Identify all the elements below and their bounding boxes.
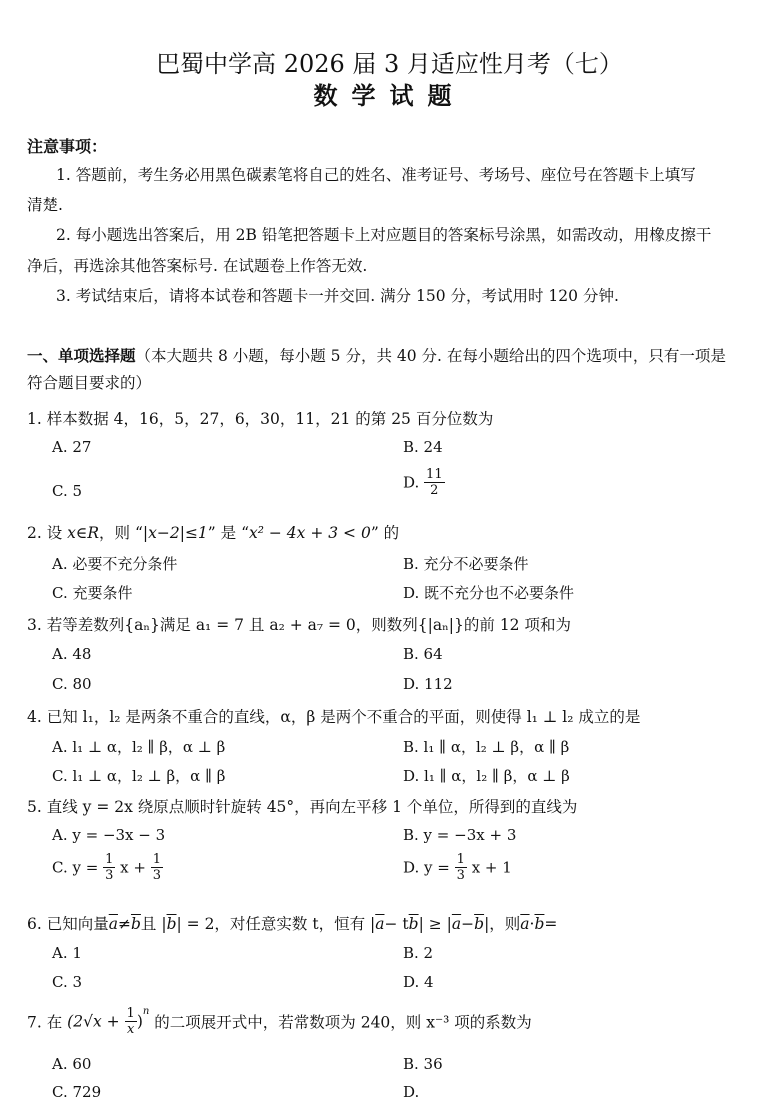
q7-option-d: D. xyxy=(403,1083,420,1101)
q4-stem: 4. 已知 l₁，l₂ 是两条不重合的直线，α，β 是两个不重合的平面，则使得 l₁ ⊥ l₂ 成立的是 xyxy=(27,708,641,726)
q5-d-num: 1 xyxy=(456,852,465,867)
q5-d-pre: D. y = xyxy=(403,858,450,877)
q1-option-a: A. 27 xyxy=(52,438,92,456)
q7-option-b: B. 36 xyxy=(403,1055,443,1073)
q6-vector-a: $\overline{a}$ xyxy=(108,915,118,933)
notice-heading: 注意事项： xyxy=(27,137,108,156)
q1-d-label: D. xyxy=(403,473,420,492)
q2-option-d: D. 既不充分也不必要条件 xyxy=(403,584,575,602)
q7-f-num: 1 xyxy=(126,1006,135,1021)
q5-c-f2-num: 1 xyxy=(152,852,161,867)
q6-text-2: 且 | xyxy=(140,915,167,933)
q4-option-d: D. l₁ ∥ α，l₂ ∥ β，α ⊥ β xyxy=(403,767,570,785)
q6-option-c: C. 3 xyxy=(52,973,83,991)
q6-vector-b: $\overline{b}$ xyxy=(130,915,141,933)
q3-option-c: C. 80 xyxy=(52,675,92,693)
q5-c-mid: x + xyxy=(120,858,146,877)
q5-c-fraction-1 xyxy=(103,852,115,883)
q2-text-1: ，则 “ xyxy=(99,524,143,542)
q4-option-a: A. l₁ ⊥ α，l₂ ∥ β，α ⊥ β xyxy=(52,738,226,756)
q5-d-fraction xyxy=(455,852,467,883)
q1-option-c: C. 5 xyxy=(52,482,83,500)
q2-text-2: ” 是 “ xyxy=(207,524,249,542)
q1-d-fraction xyxy=(424,467,445,498)
q7-close: ) xyxy=(136,1012,143,1031)
q6-vector-b-5: $\overline{b}$ xyxy=(534,915,545,933)
q3-option-d: D. 112 xyxy=(403,675,453,693)
notice-item-1: 1. 答题前，考生务必用黑色碳素笔将自己的姓名、准考证号、考场号、座位号在答题卡上填写 xyxy=(56,166,696,184)
notice-item-3: 3. 考试结束后，请将本试卷和答题卡一并交回. 满分 150 分，考试用时 120 分钟. xyxy=(56,287,619,305)
exam-subtitle: 数学试题 xyxy=(313,81,466,110)
section-desc: （本大题共 8 小题，每小题 5 分，共 40 分. 在每小题给出的四个选项中，只有一项是 xyxy=(135,347,726,365)
q2-option-c: C. 充要条件 xyxy=(52,584,133,602)
q5-option-c xyxy=(52,852,163,883)
notice-item-2-cont: 净后，再选涂其他答案标号. 在试题卷上作答无效. xyxy=(27,257,368,275)
q2-domain: x∈R xyxy=(67,524,100,542)
q2-option-a: A. 必要不充分条件 xyxy=(52,555,178,573)
q2-text-3: ” 的 xyxy=(370,524,400,542)
q7-fraction xyxy=(125,1006,137,1037)
section-title: 一、单项选择题 xyxy=(27,346,136,365)
q5-option-b: B. y = −3x + 3 xyxy=(403,826,517,844)
q7-exponent: n xyxy=(142,1006,150,1017)
q7-post: 的二项展开式中，若常数项为 240，则 x⁻³ 项的系数为 xyxy=(154,1013,532,1032)
q1-option-d xyxy=(403,467,445,498)
q6-text-7: |，则 xyxy=(484,915,521,933)
q2-condition-2: x² − 4x + 3 < 0 xyxy=(249,524,371,542)
q2-stem xyxy=(27,521,399,543)
q2-option-b: B. 充分不必要条件 xyxy=(403,555,529,573)
q4-option-c: C. l₁ ⊥ α，l₂ ⊥ β，α ∥ β xyxy=(52,767,226,785)
q5-c-f1-num: 1 xyxy=(105,852,114,867)
q6-vector-b-3: $\overline{b}$ xyxy=(408,915,419,933)
q7-f-den: x xyxy=(127,1022,135,1037)
q6-vector-b-4: $\overline{b}$ xyxy=(474,915,485,933)
q6-dot: · xyxy=(529,915,535,933)
notice-item-1-cont: 清楚. xyxy=(27,196,63,214)
q5-d-post: x + 1 xyxy=(471,858,512,877)
q6-vector-a-3: $\overline{a}$ xyxy=(451,915,462,933)
q1-stem: 1. 样本数据 4，16，5，27，6，30，11，21 的第 25 百分位数为 xyxy=(27,410,494,428)
q6-text-6: − xyxy=(461,915,475,933)
q5-option-d xyxy=(403,852,512,883)
q6-stem xyxy=(27,912,557,934)
q2-condition-1: |x−2|≤1 xyxy=(142,524,208,542)
q6-option-b: B. 2 xyxy=(403,944,434,962)
section-header xyxy=(27,342,726,370)
q5-c-pre: C. y = xyxy=(52,858,99,877)
q6-text-3: | = 2，对任意实数 t，恒有 | xyxy=(176,915,376,933)
exam-title: 巴蜀中学高 2026 届 3 月适应性月考（七） xyxy=(156,50,623,78)
q6-text-5: | ≥ | xyxy=(418,915,452,933)
q3-option-b: B. 64 xyxy=(403,645,443,663)
q1-option-b: B. 24 xyxy=(403,438,443,456)
q3-stem: 3. 若等差数列{aₙ}满足 a₁ = 7 且 a₂ + a₇ = 0，则数列{|aₙ|}的前 12 项和为 xyxy=(27,616,571,634)
q6-text-4: − t xyxy=(384,915,409,933)
q6-text-1: 6. 已知向量 xyxy=(27,915,109,933)
q6-option-d: D. 4 xyxy=(403,973,434,991)
q2-num: 2. 设 xyxy=(27,524,63,542)
q1-d-den: 2 xyxy=(430,483,439,498)
q5-c-fraction-2 xyxy=(151,852,163,883)
notice-item-2: 2. 每小题选出答案后，用 2B 铅笔把答题卡上对应题目的答案标号涂黑，如需改动，用橡皮擦干 xyxy=(56,226,712,244)
q5-d-den: 3 xyxy=(456,868,465,883)
q6-vector-a-4: $\overline{a}$ xyxy=(520,915,530,933)
q6-text-8: = xyxy=(544,915,558,933)
q5-stem: 5. 直线 y = 2x 绕原点顺时针旋转 45°，再向左平移 1 个单位，所得到的直线为 xyxy=(27,798,578,816)
q3-option-a: A. 48 xyxy=(52,645,92,663)
q6-vector-b-2: $\overline{b}$ xyxy=(166,915,177,933)
q7-pre: 7. 在 xyxy=(27,1013,63,1032)
q4-option-b: B. l₁ ∥ α，l₂ ⊥ β，α ∥ β xyxy=(403,738,570,756)
q7-option-c: C. 729 xyxy=(52,1083,102,1101)
section-desc-cont: 符合题目要求的） xyxy=(27,374,152,392)
q5-c-f1-den: 3 xyxy=(105,868,114,883)
q7-expr: (2√x + xyxy=(67,1012,120,1031)
q7-stem xyxy=(27,1006,532,1037)
q7-option-a: A. 60 xyxy=(52,1055,92,1073)
q1-d-num: 11 xyxy=(426,467,443,482)
q6-neq: ≠ xyxy=(117,915,131,933)
q5-c-f2-den: 3 xyxy=(152,868,161,883)
q6-option-a: A. 1 xyxy=(52,944,82,962)
q6-vector-a-2: $\overline{a}$ xyxy=(375,915,385,933)
q5-option-a: A. y = −3x − 3 xyxy=(52,826,166,844)
